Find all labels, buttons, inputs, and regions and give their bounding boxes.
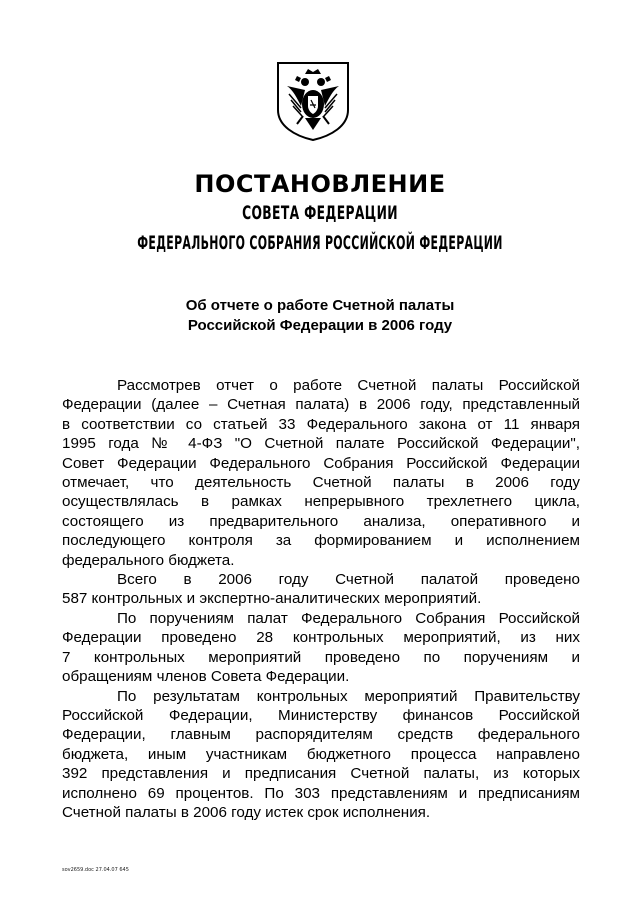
issuer-line-1: СОВЕТА ФЕДЕРАЦИИ [242, 202, 398, 224]
text-line: По результатам контрольных мероприятий Правительству [117, 687, 580, 705]
text-line: отмечает, что деятельность Счетной палаты в 2006 году [62, 474, 580, 492]
text-line: 587 контрольных и экспертно-аналитических мероприятий. [62, 590, 482, 608]
russian-coat-of-arms-icon [275, 60, 351, 142]
text-line: исполнено 69 процентов. По 303 представлениям и предписаниям [62, 784, 580, 802]
text-line: Всего в 2006 году Счетной палатой проведено [117, 571, 580, 589]
text-line: Рассмотрев отчет о работе Счетной палаты Российской [117, 377, 580, 394]
text-line: обращениям членов Совета Федерации. [62, 668, 350, 686]
text-line: в соответствии со статьей 33 Федерального закона от 11 января [62, 415, 580, 433]
text-line: осуществлялась в рамках непрерывного трехлетнего цикла, [62, 493, 580, 511]
text-line: 392 представления и предписания Счетной палаты, из которых [62, 765, 580, 783]
paragraph-1 [62, 376, 580, 570]
document-title: ПОСТАНОВЛЕНИЕ [194, 170, 446, 198]
coat-of-arms-emblem [275, 60, 351, 142]
document-subject [0, 296, 640, 336]
subject-line-1: Об отчете о работе Счетной палаты [185, 297, 455, 314]
text-line: 1995 года № 4-ФЗ "О Счетной палате Российской Федерации", [62, 435, 580, 453]
text-line: Федерации, главным распорядителям средств федерального [62, 726, 580, 744]
paragraph-2 [62, 570, 580, 609]
text-line: Федерации проведено 28 контрольных мероприятий, из них [62, 629, 580, 647]
text-line: По поручениям палат Федерального Собрания Российской [117, 609, 580, 627]
text-line: Федерации (далее – Счетная палата) в 2006 году, представленный [62, 396, 580, 414]
text-line: бюджета, иным участникам бюджетного процесса направлено [62, 745, 580, 763]
file-stamp: sov2659.doc 27.04.07 645 [62, 867, 129, 873]
text-line: последующего контроля за формированием и исполнением [62, 532, 580, 550]
text-line: Совет Федерации Федерального Собрания Российской Федерации [62, 454, 580, 472]
paragraph-3 [62, 609, 580, 687]
subject-line-2: Российской Федерации в 2006 году [187, 317, 453, 334]
text-line: состоящего из предварительного анализа, оперативного и [62, 512, 580, 530]
text-line: Российской Федерации, Министерству финансов Российской [62, 706, 580, 724]
text-line: 7 контрольных мероприятий проведено по поручениям и [62, 648, 580, 666]
issuer-line-2: ФЕДЕРАЛЬНОГО СОБРАНИЯ РОССИЙСКОЙ ФЕДЕРАЦИИ [137, 232, 503, 254]
text-line: федерального бюджета. [62, 551, 235, 569]
document-body [62, 376, 580, 822]
text-line: Счетной палаты в 2006 году истек срок исполнения. [62, 803, 431, 821]
paragraph-4 [62, 687, 580, 823]
